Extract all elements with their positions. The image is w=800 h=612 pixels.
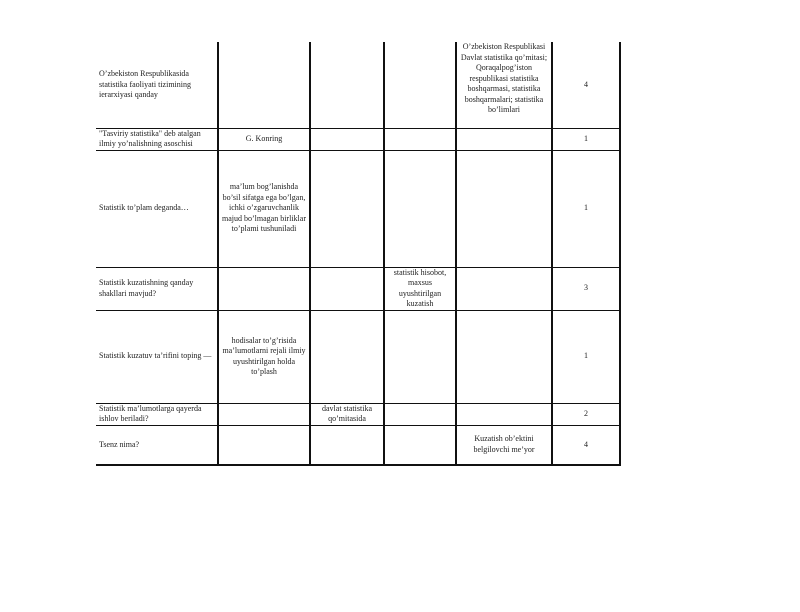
option-d-cell	[456, 128, 552, 150]
option-c-cell	[384, 150, 456, 267]
option-c-cell	[384, 128, 456, 150]
question-cell: "Tasviriy statistika" deb atalgan ilmiy yo’nalishning asoschisi	[96, 128, 218, 150]
option-d-cell: Kuzatish ob’ektini belgilovchi me’yor	[456, 425, 552, 465]
option-c-cell	[384, 310, 456, 403]
option-d-cell: O’zbekiston Respublikasi Davlat statistika qo’mitasi; Qoraqalpog’iston respublikasi statistika boshqarmasi, statistika boshqarmalari; statistika bo’limlari	[456, 42, 552, 128]
option-a-cell	[218, 425, 310, 465]
option-b-cell	[310, 425, 384, 465]
table-row	[96, 128, 620, 150]
answer-cell: 2	[552, 403, 620, 425]
option-a-cell	[218, 42, 310, 128]
table-row	[96, 310, 620, 403]
option-c-cell	[384, 42, 456, 128]
option-d-cell	[456, 150, 552, 267]
question-cell: Statistik kuzatuv ta’rifini toping —	[96, 310, 218, 403]
option-d-cell	[456, 310, 552, 403]
table-row	[96, 150, 620, 267]
option-c-cell	[384, 403, 456, 425]
option-a-cell: ma’lum bog’lanishda bo’sil sifatga ega bo’lgan, ichki o’zgaruvchanlik majud bo’lmagan birliklar to’plami tushuniladi	[218, 150, 310, 267]
question-cell: Statistik ma’lumotlarga qayerda ishlov beriladi?	[96, 403, 218, 425]
answer-cell: 1	[552, 128, 620, 150]
option-d-cell	[456, 267, 552, 310]
option-b-cell	[310, 150, 384, 267]
option-a-cell: hodisalar to’g’risida ma’lumotlarni rejali ilmiy uyushtirilgan holda to’plash	[218, 310, 310, 403]
table-row	[96, 42, 620, 128]
option-b-cell	[310, 128, 384, 150]
option-d-cell	[456, 403, 552, 425]
option-a-cell	[218, 267, 310, 310]
table-row	[96, 403, 620, 425]
option-b-cell	[310, 267, 384, 310]
answer-cell: 1	[552, 150, 620, 267]
table-row	[96, 425, 620, 465]
option-b-cell	[310, 42, 384, 128]
option-a-cell: G. Konring	[218, 128, 310, 150]
question-cell: Tsenz nima?	[96, 425, 218, 465]
option-a-cell	[218, 403, 310, 425]
answer-cell: 3	[552, 267, 620, 310]
question-cell: O’zbekiston Respublikasida statistika faoliyati tizimining ierarxiyasi qanday	[96, 42, 218, 128]
table-row	[96, 267, 620, 310]
test-questions-table	[96, 42, 621, 466]
option-c-cell: statistik hisobot, maxsus uyushtirilgan kuzatish	[384, 267, 456, 310]
option-b-cell: davlat statistika qo’mitasida	[310, 403, 384, 425]
question-cell: Statistik kuzatishning qanday shakllari mavjud?	[96, 267, 218, 310]
question-cell: Statistik to’plam deganda…	[96, 150, 218, 267]
option-c-cell	[384, 425, 456, 465]
answer-cell: 4	[552, 425, 620, 465]
option-b-cell	[310, 310, 384, 403]
answer-cell: 1	[552, 310, 620, 403]
answer-cell: 4	[552, 42, 620, 128]
